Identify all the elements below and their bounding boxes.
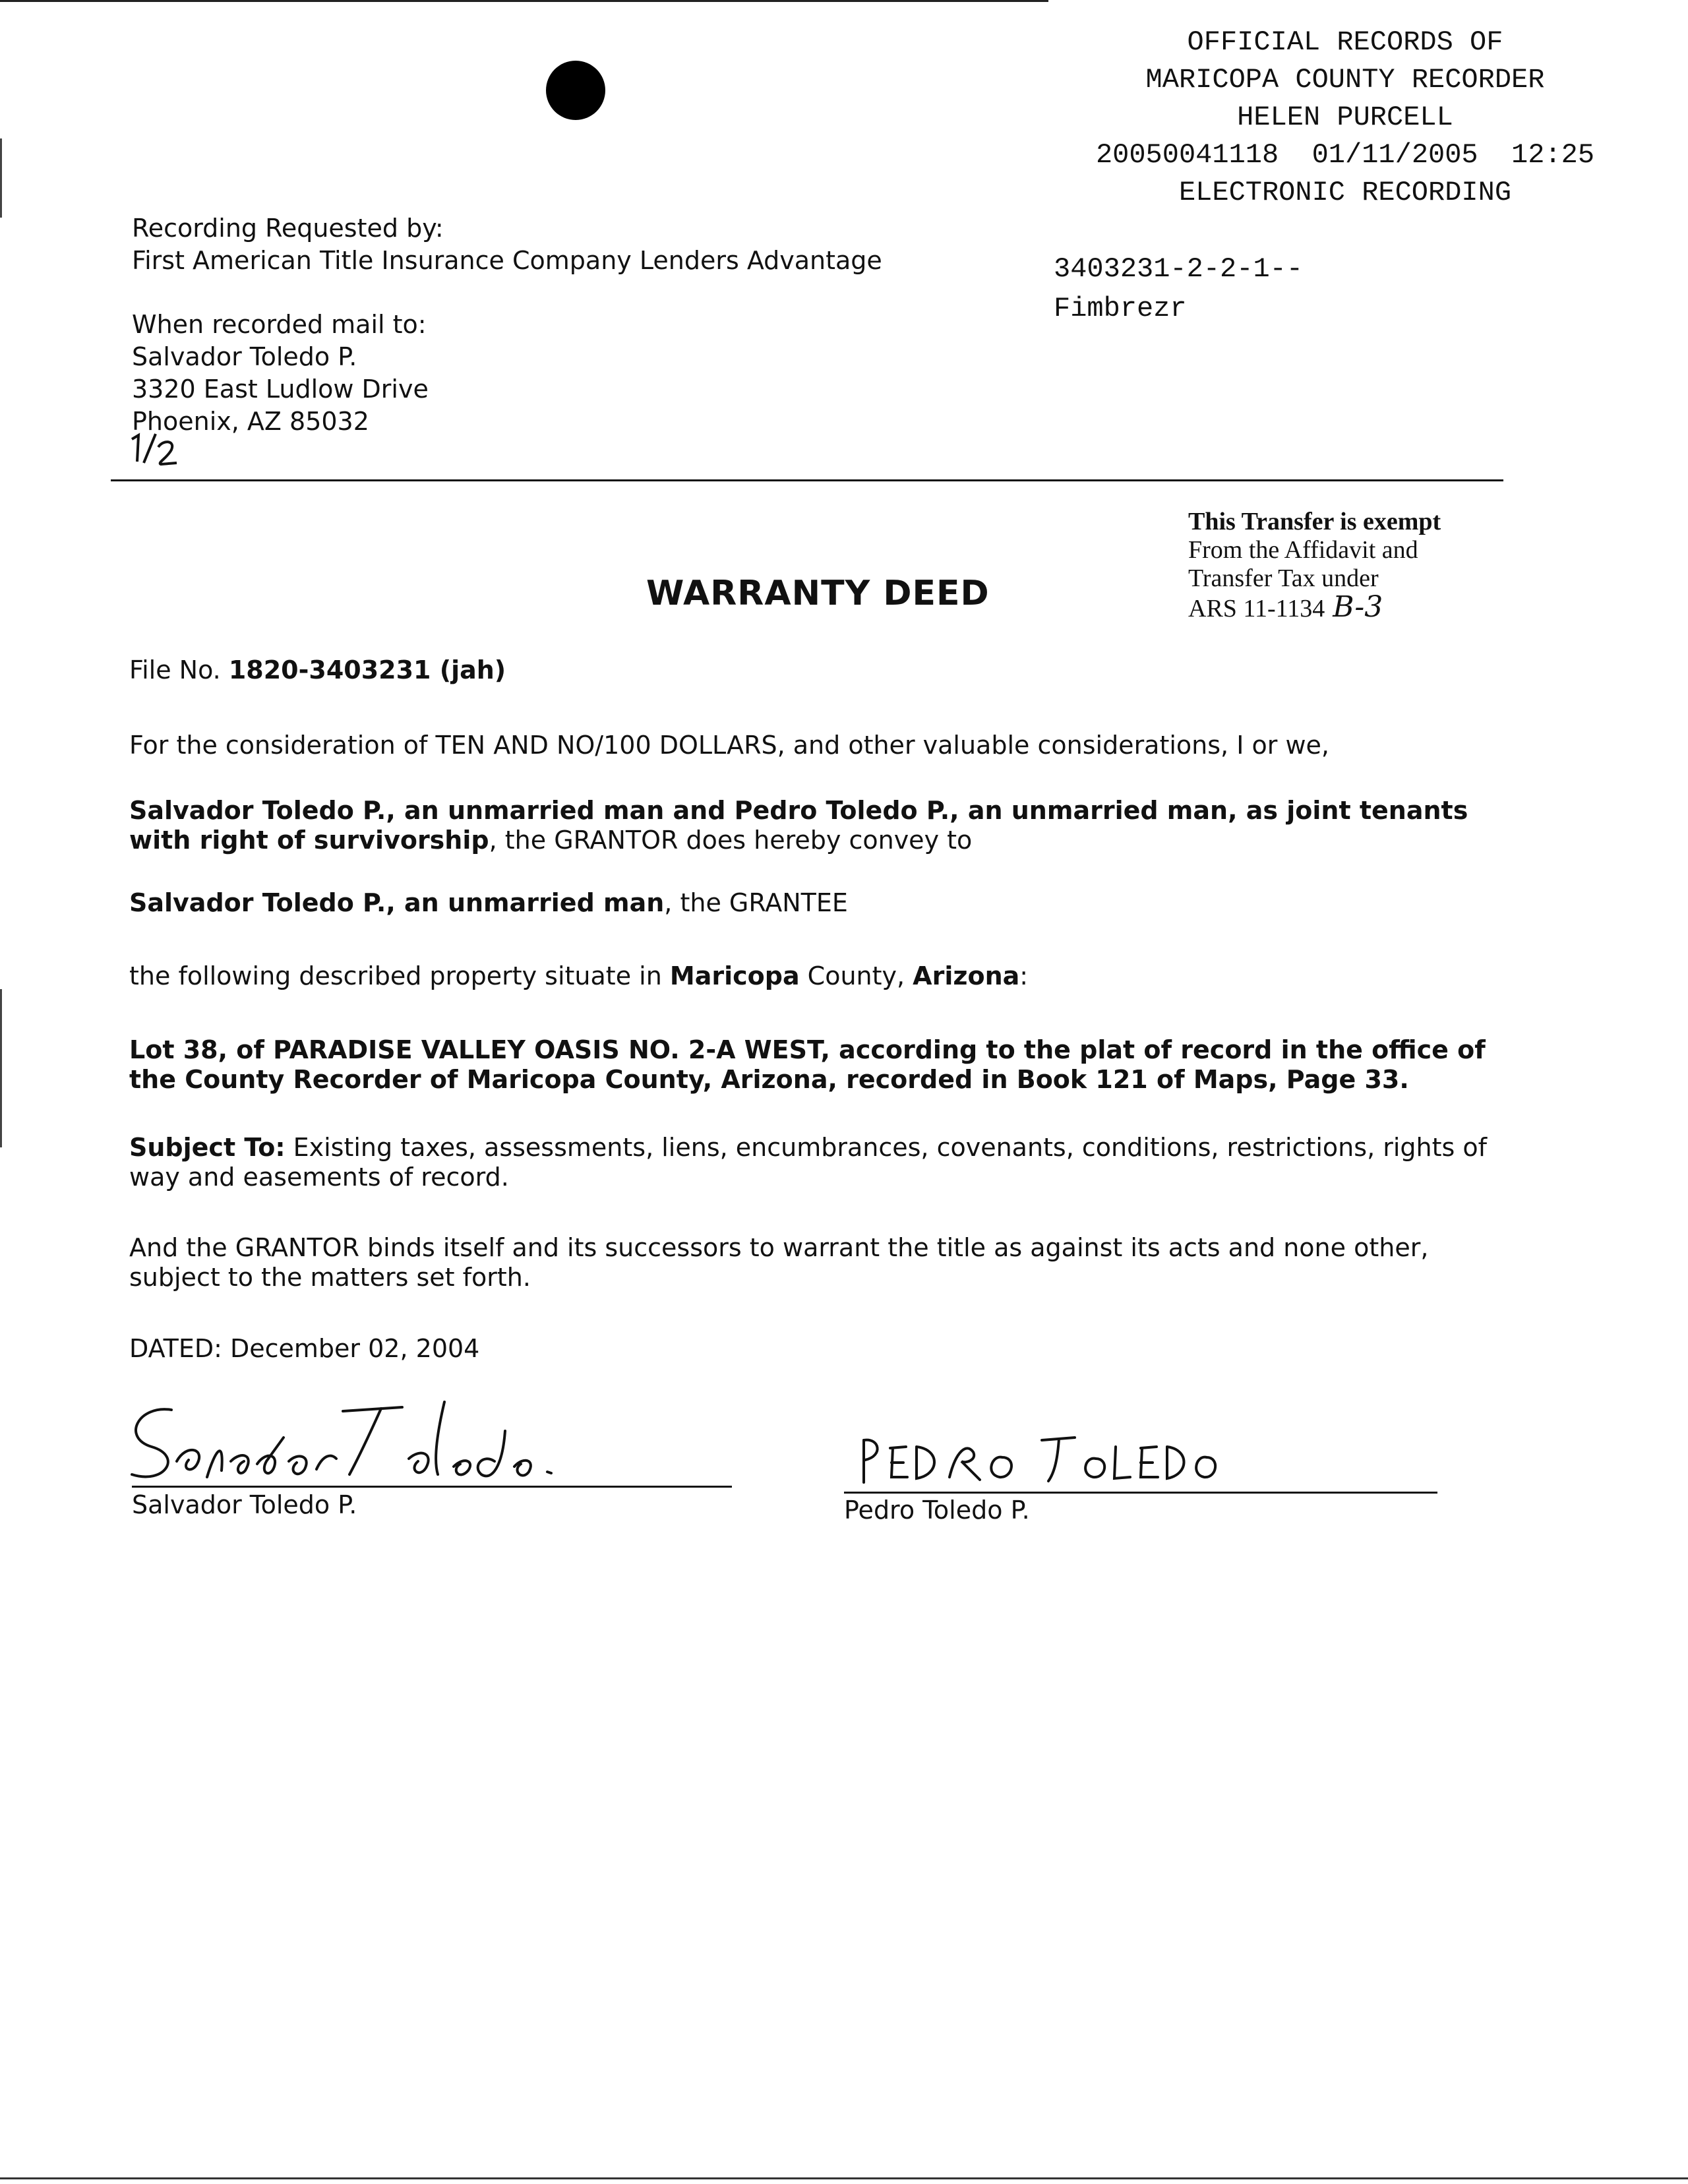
scan-edge-bottom: [0, 2177, 1688, 2179]
exemption-statute: ARS 11-1134: [1188, 595, 1325, 622]
grantee-text: , the GRANTEE: [664, 888, 848, 917]
punch-dot-mark: [546, 61, 605, 120]
file-number-value: 1820-3403231 (jah): [228, 655, 506, 684]
file-number-label: File No.: [129, 655, 221, 684]
file-reference: [1054, 249, 1303, 328]
file-ref-number: 3403231-2-2-1--: [1054, 253, 1304, 285]
mail-to-name: Salvador Toledo P.: [132, 342, 357, 371]
property-state: Arizona: [913, 961, 1020, 990]
signature-line: [132, 1486, 732, 1488]
recorder-line: 20050041118 01/11/2005 12:25: [1095, 139, 1595, 171]
requested-by-label: Recording Requested by:: [132, 214, 444, 243]
signature-salvador: [125, 1398, 745, 1497]
exemption-handwritten-code: B-3: [1333, 590, 1383, 624]
mail-to-city: Phoenix, AZ 85032: [132, 407, 369, 436]
header-rule: [111, 479, 1503, 481]
signer-1-name: Salvador Toledo P.: [132, 1490, 357, 1519]
file-number: [129, 655, 1514, 685]
property-intro-text: :: [1019, 961, 1029, 990]
exemption-line: This Transfer is exempt: [1188, 508, 1441, 535]
property-intro: [129, 961, 1514, 991]
legal-description: Lot 38, of PARADISE VALLEY OASIS NO. 2-A WEST, according to the plat of record in the office of the County Recorder of Maricopa County, Arizona, recorded in Book 121 of Maps, Page 33.: [129, 1035, 1486, 1094]
recording-info: [132, 212, 882, 438]
subject-to-label: Subject To:: [129, 1133, 286, 1162]
recorder-stamp: [1029, 24, 1662, 212]
recorder-line: ELECTRONIC RECORDING: [1178, 177, 1512, 208]
warranty-clause: And the GRANTOR binds itself and its successors to warrant the title as against its acts and none other, subject to the matters set forth.: [129, 1233, 1429, 1292]
file-ref-user: Fimbrezr: [1054, 293, 1187, 324]
dated-line: DATED: December 02, 2004: [129, 1334, 480, 1363]
grantor-paragraph: [129, 796, 1514, 855]
recorder-line: MARICOPA COUNTY RECORDER: [1145, 64, 1545, 96]
scan-edge-left: [0, 989, 2, 1147]
exemption-stamp: [1188, 508, 1441, 623]
recorder-line: OFFICIAL RECORDS OF: [1187, 26, 1503, 58]
signature-pedro: [851, 1431, 1220, 1490]
signature-line: [844, 1492, 1437, 1494]
recorder-line: HELEN PURCELL: [1237, 102, 1453, 133]
scan-edge-top: [0, 0, 1048, 2]
grantee-paragraph: [129, 888, 1514, 918]
property-intro-text: the following described property situate in: [129, 961, 670, 990]
exemption-line: Transfer Tax under: [1188, 564, 1379, 592]
handwritten-note-mark: [124, 430, 183, 470]
exemption-line: From the Affidavit and: [1188, 536, 1418, 564]
mail-to-street: 3320 East Ludlow Drive: [132, 375, 429, 404]
exemption-line-code: [1188, 590, 1441, 624]
scan-edge-left: [0, 138, 2, 218]
subject-to-text: Existing taxes, assessments, liens, encumbrances, covenants, conditions, restrictions, rights of way and easements of record.: [129, 1133, 1488, 1192]
consideration-paragraph: For the consideration of TEN AND NO/100 DOLLARS, and other valuable considerations, I or we,: [129, 731, 1329, 760]
grantor-names: Salvador Toledo P., an unmarried man and Pedro Toledo P., an unmarried man, as joint tenants with right of survivorship: [129, 796, 1468, 855]
signer-2-name: Pedro Toledo P.: [844, 1496, 1030, 1525]
mail-to-label: When recorded mail to:: [132, 310, 427, 339]
property-county: Maricopa: [669, 961, 800, 990]
grantor-text: , the GRANTOR does hereby convey to: [489, 826, 973, 855]
document-title: WARRANTY DEED: [646, 574, 990, 613]
grantee-names: Salvador Toledo P., an unmarried man: [129, 888, 665, 917]
subject-to-paragraph: [129, 1133, 1514, 1192]
property-intro-text: County,: [799, 961, 913, 990]
requested-by-value: First American Title Insurance Company Lenders Advantage: [132, 246, 882, 275]
